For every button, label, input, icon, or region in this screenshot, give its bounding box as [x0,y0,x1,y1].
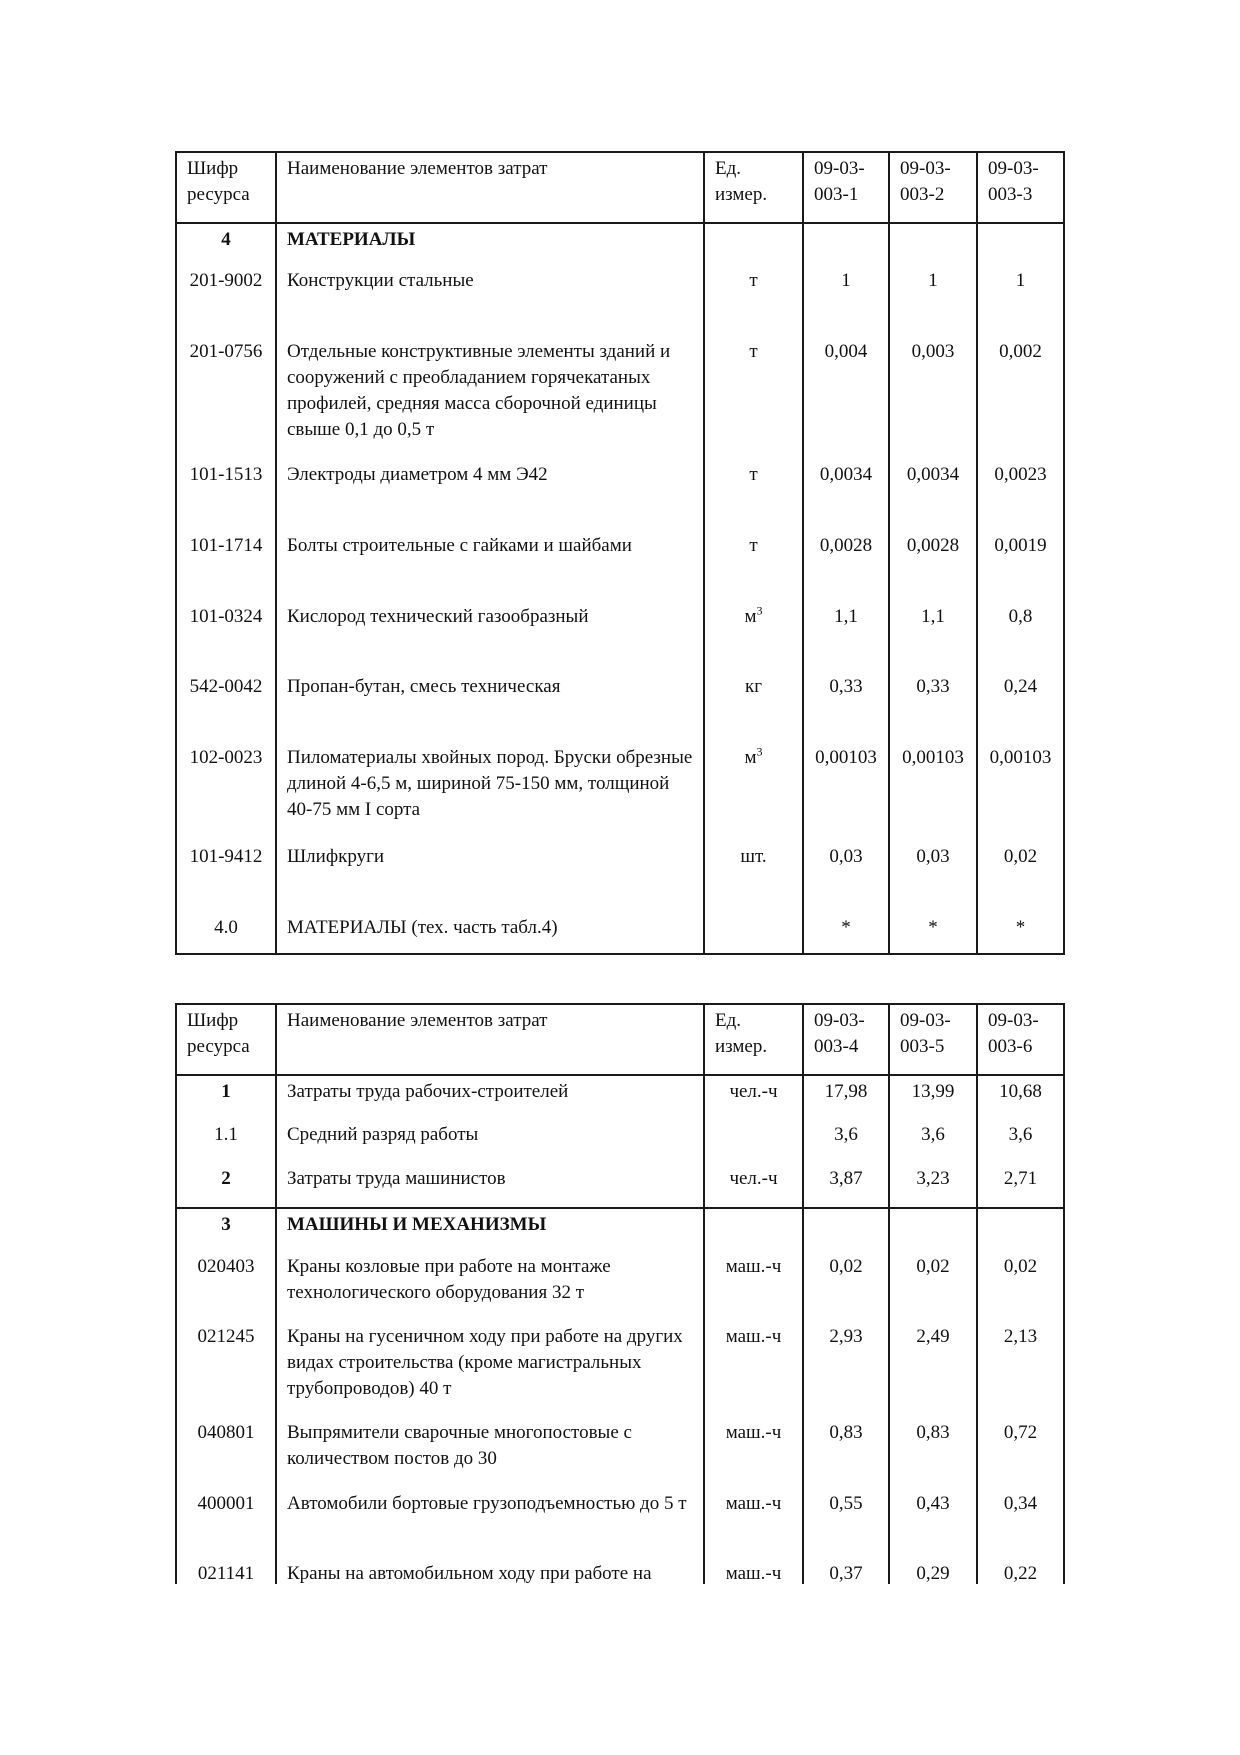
resource-name: Затраты труда машинистов [276,1163,704,1208]
resource-name: Конструкции стальные [276,265,704,336]
value-3: 2,71 [977,1163,1064,1208]
value-3: 0,34 [977,1488,1064,1558]
resource-name: Шлифкруги [276,841,704,912]
resource-name: МАТЕРИАЛЫ (тех. часть табл.4) [276,912,704,954]
value-3: 2,13 [977,1321,1064,1417]
value-2: * [889,912,977,954]
value-3: 0,0023 [977,459,1064,530]
unit-base: м [744,747,757,768]
header-col-2: 09-03-003-2 [889,152,977,223]
value-2: 13,99 [889,1075,977,1119]
value-2: 0,83 [889,1417,977,1488]
value-1: 1,1 [803,601,889,671]
value-1: 3,87 [803,1163,889,1208]
value-1: 0,0034 [803,459,889,530]
value-2: 0,43 [889,1488,977,1558]
resource-name: Автомобили бортовые грузоподъемностью до 5 т [276,1488,704,1558]
value-3: 0,24 [977,671,1064,742]
resource-name: Кислород технический газообразный [276,601,704,671]
resource-name: Краны на гусеничном ходу при работе на других видах строительства (кроме магистральных трубопроводов) 40 т [276,1321,704,1417]
resource-code: 021245 [176,1321,276,1417]
header-name: Наименование элементов затрат [276,152,704,223]
value-1: 0,83 [803,1417,889,1488]
resource-code: 101-1714 [176,530,276,601]
resource-code: 201-9002 [176,265,276,336]
value-3: 10,68 [977,1075,1064,1119]
header-code: Шифр ресурса [176,152,276,223]
resource-code: 201-0756 [176,336,276,459]
resource-name: Болты строительные с гайками и шайбами [276,530,704,601]
value-1: 0,004 [803,336,889,459]
header-col-3: 09-03-003-3 [977,152,1064,223]
labor-row [176,1075,1064,1119]
resource-code: 542-0042 [176,671,276,742]
resource-name: Электроды диаметром 4 мм Э42 [276,459,704,530]
header-unit: Ед. измер. [704,152,803,223]
unit: чел.-ч [704,1163,803,1208]
unit: т [704,265,803,336]
resource-name: Пиломатериалы хвойных пород. Бруски обрезные длиной 4-6,5 м, шириной 75-150 мм, толщиной 40-75 мм I сорта [276,742,704,841]
value-1: 0,33 [803,671,889,742]
table-header-row [176,1004,1064,1075]
section-code: 4 [176,223,276,265]
section-title: МАШИНЫ И МЕХАНИЗМЫ [276,1208,704,1251]
section-code: 3 [176,1208,276,1251]
header-col-3: 09-03-003-6 [977,1004,1064,1075]
value-2: 0,33 [889,671,977,742]
table-row [176,1321,1064,1417]
value-2: 0,003 [889,336,977,459]
resource-code: 040801 [176,1417,276,1488]
resource-code: 102-0023 [176,742,276,841]
value-3: 0,22 [977,1558,1064,1584]
resource-name: Краны козловые при работе на монтаже технологического оборудования 32 т [276,1251,704,1321]
value-2: 3,23 [889,1163,977,1208]
resource-name: Пропан-бутан, смесь техническая [276,671,704,742]
labor-row [176,1119,1064,1163]
value-3: 0,8 [977,601,1064,671]
section-row [176,1208,1064,1251]
unit-base: м [744,606,757,627]
unit-superscript: 3 [756,744,763,759]
section-title: МАТЕРИАЛЫ [276,223,704,265]
value-3: 0,72 [977,1417,1064,1488]
value-1: 0,0028 [803,530,889,601]
value-3: 0,00103 [977,742,1064,841]
value-2: 2,49 [889,1321,977,1417]
value-1: 1 [803,265,889,336]
unit-superscript: 3 [756,603,763,618]
resource-code: 101-0324 [176,601,276,671]
resource-code: 4.0 [176,912,276,954]
table-row [176,1558,1064,1584]
value-3: 0,02 [977,841,1064,912]
value-3: 0,0019 [977,530,1064,601]
value-2: 0,03 [889,841,977,912]
value-2: 0,02 [889,1251,977,1321]
value-2: 0,29 [889,1558,977,1584]
value-2: 1,1 [889,601,977,671]
unit: т [704,459,803,530]
resource-code: 1 [176,1075,276,1119]
resource-code: 2 [176,1163,276,1208]
header-unit: Ед. измер. [704,1004,803,1075]
table-row [176,1488,1064,1558]
resource-code: 1.1 [176,1119,276,1163]
resource-name: Затраты труда рабочих-строителей [276,1075,704,1119]
table-row [176,1251,1064,1321]
value-2: 1 [889,265,977,336]
resource-name: Выпрямители сварочные многопостовые с количеством постов до 30 [276,1417,704,1488]
unit: шт. [704,841,803,912]
unit [704,1119,803,1163]
header-col-1: 09-03-003-4 [803,1004,889,1075]
header-code: Шифр ресурса [176,1004,276,1075]
resource-name: Краны на автомобильном ходу при работе на [276,1558,704,1584]
unit: маш.-ч [704,1488,803,1558]
unit: чел.-ч [704,1075,803,1119]
labor-machines-table [175,1003,1065,1584]
value-3: 1 [977,265,1064,336]
value-1: 2,93 [803,1321,889,1417]
unit: т [704,530,803,601]
resource-code: 101-9412 [176,841,276,912]
unit: кг [704,671,803,742]
value-1: 0,02 [803,1251,889,1321]
value-3: 0,002 [977,336,1064,459]
resource-name: Средний разряд работы [276,1119,704,1163]
value-2: 0,00103 [889,742,977,841]
resource-name: Отдельные конструктивные элементы зданий и сооружений с преобладанием горячекатаных профилей, средняя масса сборочной единицы свыше 0,1 до 0,5 т [276,336,704,459]
value-2: 0,0028 [889,530,977,601]
value-1: 0,00103 [803,742,889,841]
header-col-2: 09-03-003-5 [889,1004,977,1075]
labor-row [176,1163,1064,1208]
unit: маш.-ч [704,1558,803,1584]
value-1: * [803,912,889,954]
header-col-1: 09-03-003-1 [803,152,889,223]
resource-code: 400001 [176,1488,276,1558]
header-name: Наименование элементов затрат [276,1004,704,1075]
resource-code: 101-1513 [176,459,276,530]
value-1: 0,37 [803,1558,889,1584]
value-2: 3,6 [889,1119,977,1163]
resource-code: 020403 [176,1251,276,1321]
value-1: 3,6 [803,1119,889,1163]
unit: маш.-ч [704,1321,803,1417]
value-1: 0,03 [803,841,889,912]
value-1: 17,98 [803,1075,889,1119]
unit: маш.-ч [704,1417,803,1488]
value-1: 0,55 [803,1488,889,1558]
value-3: * [977,912,1064,954]
table-row [176,1417,1064,1488]
unit: маш.-ч [704,1251,803,1321]
value-3: 3,6 [977,1119,1064,1163]
resource-code: 021141 [176,1558,276,1584]
unit: т [704,336,803,459]
value-3: 0,02 [977,1251,1064,1321]
value-2: 0,0034 [889,459,977,530]
